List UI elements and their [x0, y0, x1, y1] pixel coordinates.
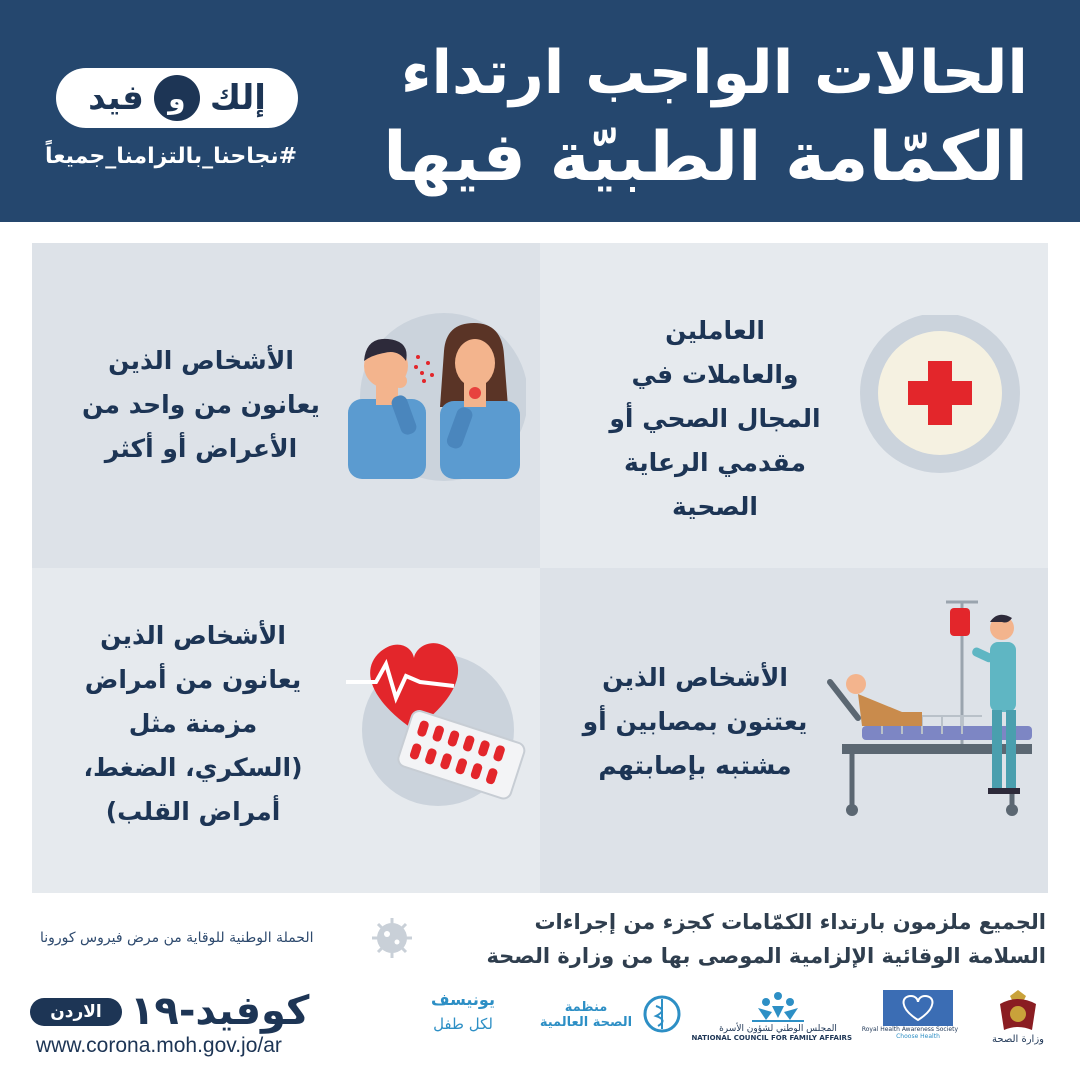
- card-line: يعتنون بمصابين أو: [582, 707, 808, 736]
- country-tag: الاردن: [30, 998, 122, 1026]
- card-line: الأعراض أو أكثر: [104, 434, 298, 463]
- card-line: يعانون من أمراض: [84, 665, 302, 694]
- campaign-name: الحملة الوطنية للوقاية من مرض فيروس كورونا: [40, 930, 314, 946]
- page-title-line2: الكمّامة الطبيّة فيها: [383, 118, 1028, 197]
- card-symptoms: [32, 243, 540, 568]
- unicef-logo: [412, 990, 514, 1033]
- virus-icon: [370, 916, 414, 960]
- moh-name: وزارة الصحة: [992, 1034, 1044, 1045]
- card-line: مزمنة مثل: [128, 709, 258, 738]
- coughing-people-icon: [346, 311, 526, 481]
- card-chronic: [32, 568, 540, 893]
- card-line: أمراض القلب): [105, 797, 281, 826]
- heart-emblem-icon: [883, 990, 953, 1026]
- card-caregivers-text: [570, 656, 820, 788]
- footer-note-line2: السلامة الوقائية الإلزامية الموصى بها من وزارة الصحة: [486, 944, 1046, 968]
- ncfa-emblem-icon: [746, 990, 810, 1024]
- card-line: العاملين: [665, 316, 765, 345]
- brand-logo-left: فيد: [88, 78, 144, 118]
- rhas-sub: Choose Health: [896, 1033, 940, 1040]
- hospital-bed-patient-icon: [822, 594, 1048, 824]
- moh-logo: [986, 990, 1050, 1045]
- ncfa-arabic: المجلس الوطني لشؤون الأسرة: [719, 1024, 837, 1034]
- card-line: الأشخاص الذين: [602, 663, 788, 692]
- rhas-english: Royal Health Awareness Society: [861, 1026, 958, 1033]
- website-url: www.corona.moh.gov.jo/ar: [36, 1034, 282, 1057]
- card-healthcare-workers-text: [600, 309, 830, 529]
- brand-logo-and: و: [154, 75, 200, 121]
- card-healthcare-workers: [540, 243, 1048, 568]
- card-line: مقدمي الرعاية: [624, 448, 806, 477]
- who-emblem-icon: [642, 994, 682, 1034]
- ncfa-english: NATIONAL COUNCIL FOR FAMILY AFFAIRS: [691, 1034, 852, 1042]
- card-caregivers: [540, 568, 1048, 893]
- unicef-line2: لكل طفل: [433, 1015, 493, 1033]
- card-line: والعاملات في: [631, 360, 799, 389]
- card-symptoms-text: [66, 339, 336, 471]
- card-chronic-text: [58, 614, 328, 834]
- heart-pills-icon: [342, 630, 527, 810]
- page-title-line1: الحالات الواجب ارتداء: [400, 38, 1028, 108]
- jordan-emblem-icon: [994, 990, 1042, 1034]
- red-cross-icon: [858, 315, 1028, 475]
- campaign-hashtag: #نجاحنا_بالتزامنا_جميعاً: [44, 144, 298, 169]
- header-banner: [0, 0, 1080, 222]
- brand-logo-right: إلك: [209, 78, 266, 118]
- who-line1: منظمة: [564, 1000, 608, 1015]
- info-grid: [32, 243, 1048, 893]
- card-line: المجال الصحي أو: [609, 404, 821, 433]
- card-line: الأشخاص الذين: [100, 621, 286, 650]
- rhas-logo: [861, 990, 958, 1040]
- footer-note-line1: الجميع ملزمون بارتداء الكمّامات كجزء من إجراءات: [534, 910, 1046, 934]
- card-line: يعانون من واحد من: [82, 390, 320, 419]
- brand-logo: [56, 68, 298, 128]
- who-line2: الصحة العالمية: [539, 1015, 633, 1030]
- ncfa-logo: [691, 990, 852, 1042]
- card-line: مشتبه بإصابتهم: [598, 751, 792, 780]
- covid-brand: كوفيد-١٩: [130, 988, 310, 1034]
- card-line: (السكري، الضغط،: [83, 753, 303, 782]
- card-line: الأشخاص الذين: [108, 346, 294, 375]
- unicef-line1: يونيسف: [431, 990, 495, 1009]
- card-line: الصحية: [672, 492, 758, 521]
